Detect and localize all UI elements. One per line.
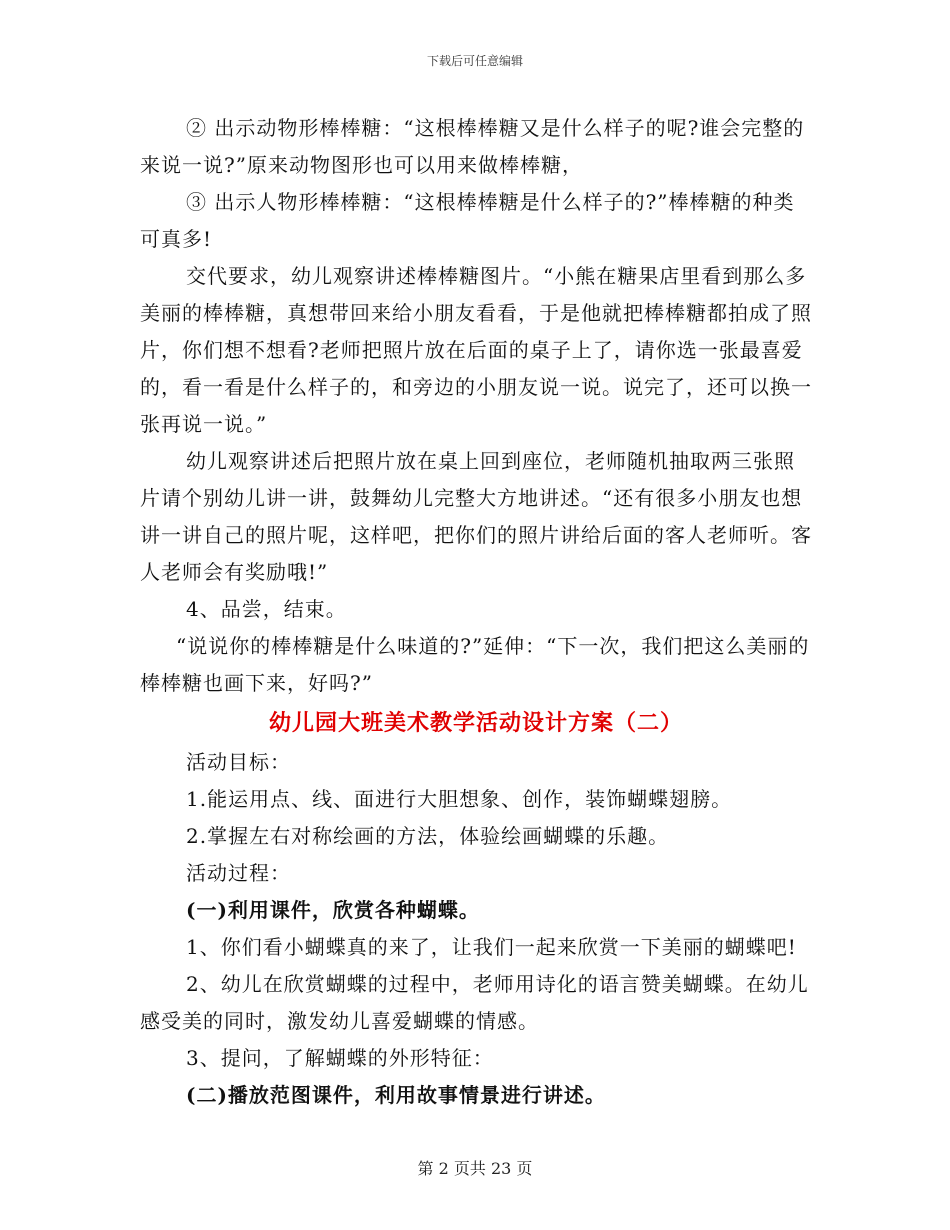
paragraph-step-2-heading: (二)播放范图课件，利用故事情景进行讲述。 [186,1083,606,1107]
paragraph-goal-1: 1.能运用点、线、面进行大胆想象、创作，装饰蝴蝶翅膀。 [186,787,733,811]
paragraph-extension: “说说你的棒棒糖是什么味道的?”延伸：“下一次，我们把这么美丽的棒棒糖也画下来，好吗?” [140,634,810,695]
page-footer: 第 2 页共 23 页 [417,1159,533,1178]
paragraph-step-1-1: 1、你们看小蝴蝶真的来了，让我们一起来欣赏一下美丽的蝴蝶吧! [186,935,797,959]
paragraph-taste-end: 4、品尝，结束。 [186,597,347,621]
paragraph-step-1-2: 2、幼儿在欣赏蝴蝶的过程中，老师用诗化的语言赞美蝴蝶。在幼儿感受美的同时，激发幼儿喜爱蝴蝶的情感。 [140,972,809,1033]
paragraph-person-lollipop: ③ 出示人物形棒棒糖：“这根棒棒糖是什么样子的?”棒棒糖的种类可真多! [140,190,795,251]
section-title: 幼儿园大班美术教学活动设计方案（二） [268,710,683,736]
paragraph-process-label: 活动过程： [186,861,291,885]
paragraph-step-1-3: 3、提问，了解蝴蝶的外形特征： [186,1046,494,1070]
paragraph-step-1-heading: (一)利用课件，欣赏各种蝴蝶。 [186,898,480,922]
page-header: 下载后可任意编辑 [426,54,523,68]
paragraph-requirements: 交代要求，幼儿观察讲述棒棒糖图片。“小熊在糖果店里看到那么多美丽的棒棒糖，真想带回来给小朋友看看，于是他就把棒棒糖都拍成了照片，你们想不想看?老师把照片放在后面的桌子上了，请你选一张最喜爱的，看一看是什么样子的，和旁边的小朋友说一说。说完了，还可以换一张再说一说。” [140,264,812,436]
paragraph-animal-lollipop: ② 出示动物形棒棒糖：“这根棒棒糖又是什么样子的呢?谁会完整的来说一说?”原来动物图形也可以用来做棒棒糖， [140,116,805,177]
paragraph-goals-label: 活动目标： [186,750,291,774]
paragraph-observe-describe: 幼儿观察讲述后把照片放在桌上回到座位，老师随机抽取两三张照片请个别幼儿讲一讲，鼓舞幼儿完整大方地讲述。“还有很多小朋友也想讲一讲自己的照片呢，这样吧，把你们的照片讲给后面的客人老师听。客人老师会有奖励哦!” [140,449,812,584]
document-body [140,110,812,1114]
paragraph-goal-2: 2.掌握左右对称绘画的方法，体验绘画蝴蝶的乐趣。 [186,824,670,848]
